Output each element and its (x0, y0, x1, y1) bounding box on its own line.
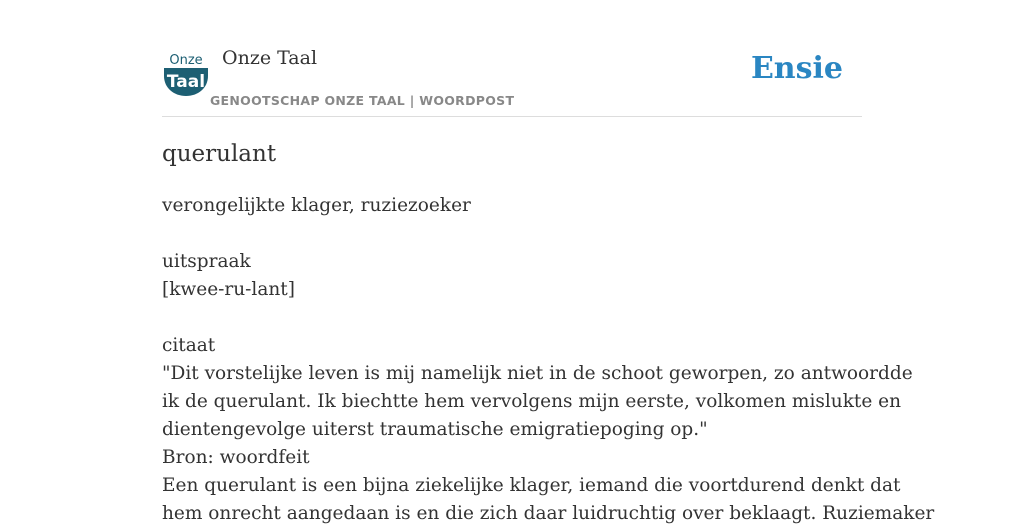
quote-source: Bron: woordfeit (162, 447, 310, 468)
onze-taal-logo-icon[interactable] (162, 50, 210, 96)
definition: verongelijkte klager, ruziezoeker (162, 195, 471, 216)
spacer (162, 220, 862, 248)
entry-term: querulant (162, 141, 277, 167)
explanation-line: Een querulant is een bijna ziekelijke klager, iemand die voortdurend denkt dat (162, 475, 901, 496)
quote-line: "Dit vorstelijke leven is mij namelijk niet in de schoot geworpen, zo antwoordde (162, 363, 913, 384)
logo-text-bottom: Taal (166, 72, 206, 92)
quote-line: dientengevolge uiterst traumatische emigratiepoging op." (162, 419, 708, 440)
explanation-line: hem onrecht aangedaan is en die zich daar luidruchtig over beklaagt. Ruziemaker (162, 503, 935, 524)
entry-body (162, 192, 935, 528)
pronunciation-heading: uitspraak (162, 251, 251, 272)
spacer (162, 304, 862, 332)
logo-text-top: Onze (169, 53, 203, 68)
brand-logo[interactable]: Ensie (750, 51, 843, 86)
header (162, 0, 862, 117)
pronunciation: [kwee-ru-lant] (162, 279, 295, 300)
site-subtitle[interactable]: GENOOTSCHAP ONZE TAAL | WOORDPOST (210, 93, 515, 108)
quote-heading: citaat (162, 335, 216, 356)
site-name[interactable]: Onze Taal (222, 47, 318, 69)
quote-line: ik de querulant. Ik biechtte hem vervolgens mijn eerste, volkomen mislukte en (162, 391, 902, 412)
entry-card (162, 0, 935, 524)
